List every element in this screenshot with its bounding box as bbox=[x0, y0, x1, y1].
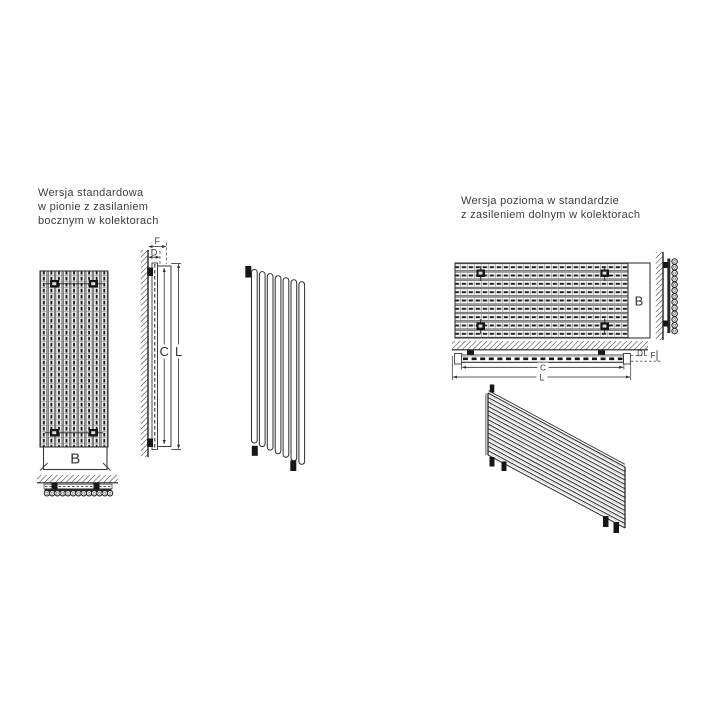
left-heading-line: bocznym w kolektorach bbox=[38, 215, 159, 227]
mounting-bracket bbox=[94, 483, 100, 490]
left-heading-line: Wersja standardowa bbox=[38, 187, 144, 199]
mounting-bracket bbox=[89, 280, 98, 288]
radiator-foot bbox=[502, 462, 507, 472]
mounting-bracket bbox=[50, 280, 59, 288]
wall-hatch bbox=[141, 250, 148, 457]
dimension-label-F: F bbox=[650, 351, 656, 360]
vertical-radiator-side-view bbox=[141, 236, 185, 457]
tube-cross-sections bbox=[672, 259, 678, 334]
mounting-bracket bbox=[245, 266, 251, 278]
horizontal-radiator-bottom-view bbox=[452, 341, 661, 382]
dimension-label-B: B bbox=[70, 450, 81, 468]
tube-cross-sections bbox=[44, 490, 113, 496]
mounting-bracket bbox=[52, 483, 58, 490]
vertical-radiator-bottom-view bbox=[37, 475, 118, 496]
left-heading-line: w pionie z zasilaniem bbox=[38, 201, 149, 213]
mounting-bracket bbox=[147, 268, 153, 277]
vertical-radiator-3d-view bbox=[245, 266, 304, 471]
dimension-label-D: D bbox=[150, 247, 158, 258]
mounting-bracket bbox=[89, 429, 98, 437]
dimension-label-L: L bbox=[174, 344, 183, 359]
dimension-label-F: F bbox=[154, 236, 160, 246]
dimension-label-C: C bbox=[540, 363, 546, 373]
horizontal-radiator-side-view bbox=[656, 252, 678, 340]
vertical-radiator-front-view bbox=[40, 271, 111, 471]
horizontal-radiator-3d-view bbox=[486, 385, 625, 534]
radiator-foot bbox=[290, 461, 296, 472]
dimension-B-box bbox=[40, 447, 111, 471]
wall-hatch bbox=[37, 475, 118, 483]
radiator-foot bbox=[490, 457, 495, 467]
wall-hatch bbox=[452, 341, 648, 350]
radiator-foot bbox=[252, 446, 258, 456]
dimension-B-box bbox=[628, 263, 650, 338]
mounting-bracket bbox=[663, 262, 668, 268]
dimension-label-C: C bbox=[159, 344, 169, 359]
dimension-label-D: D bbox=[637, 349, 643, 358]
dimension-label-B: B bbox=[634, 293, 644, 309]
mounting-bracket bbox=[601, 323, 610, 331]
mounting-bracket bbox=[147, 439, 153, 448]
dimension-label-L: L bbox=[539, 372, 545, 383]
mounting-bracket bbox=[663, 321, 668, 327]
radiator-foot bbox=[614, 522, 620, 533]
right-heading-line: z zasileniem dolnym w kolektorach bbox=[461, 209, 641, 221]
radiator-foot bbox=[603, 516, 609, 527]
mounting-bracket bbox=[601, 270, 610, 278]
horizontal-radiator-front-view bbox=[455, 263, 650, 338]
right-heading-line: Wersja pozioma w standardzie bbox=[461, 195, 619, 207]
mounting-bracket bbox=[50, 429, 59, 437]
mounting-bracket bbox=[477, 323, 486, 331]
mounting-bracket bbox=[477, 270, 486, 278]
wall-hatch bbox=[656, 252, 663, 340]
mounting-bracket bbox=[490, 385, 495, 393]
